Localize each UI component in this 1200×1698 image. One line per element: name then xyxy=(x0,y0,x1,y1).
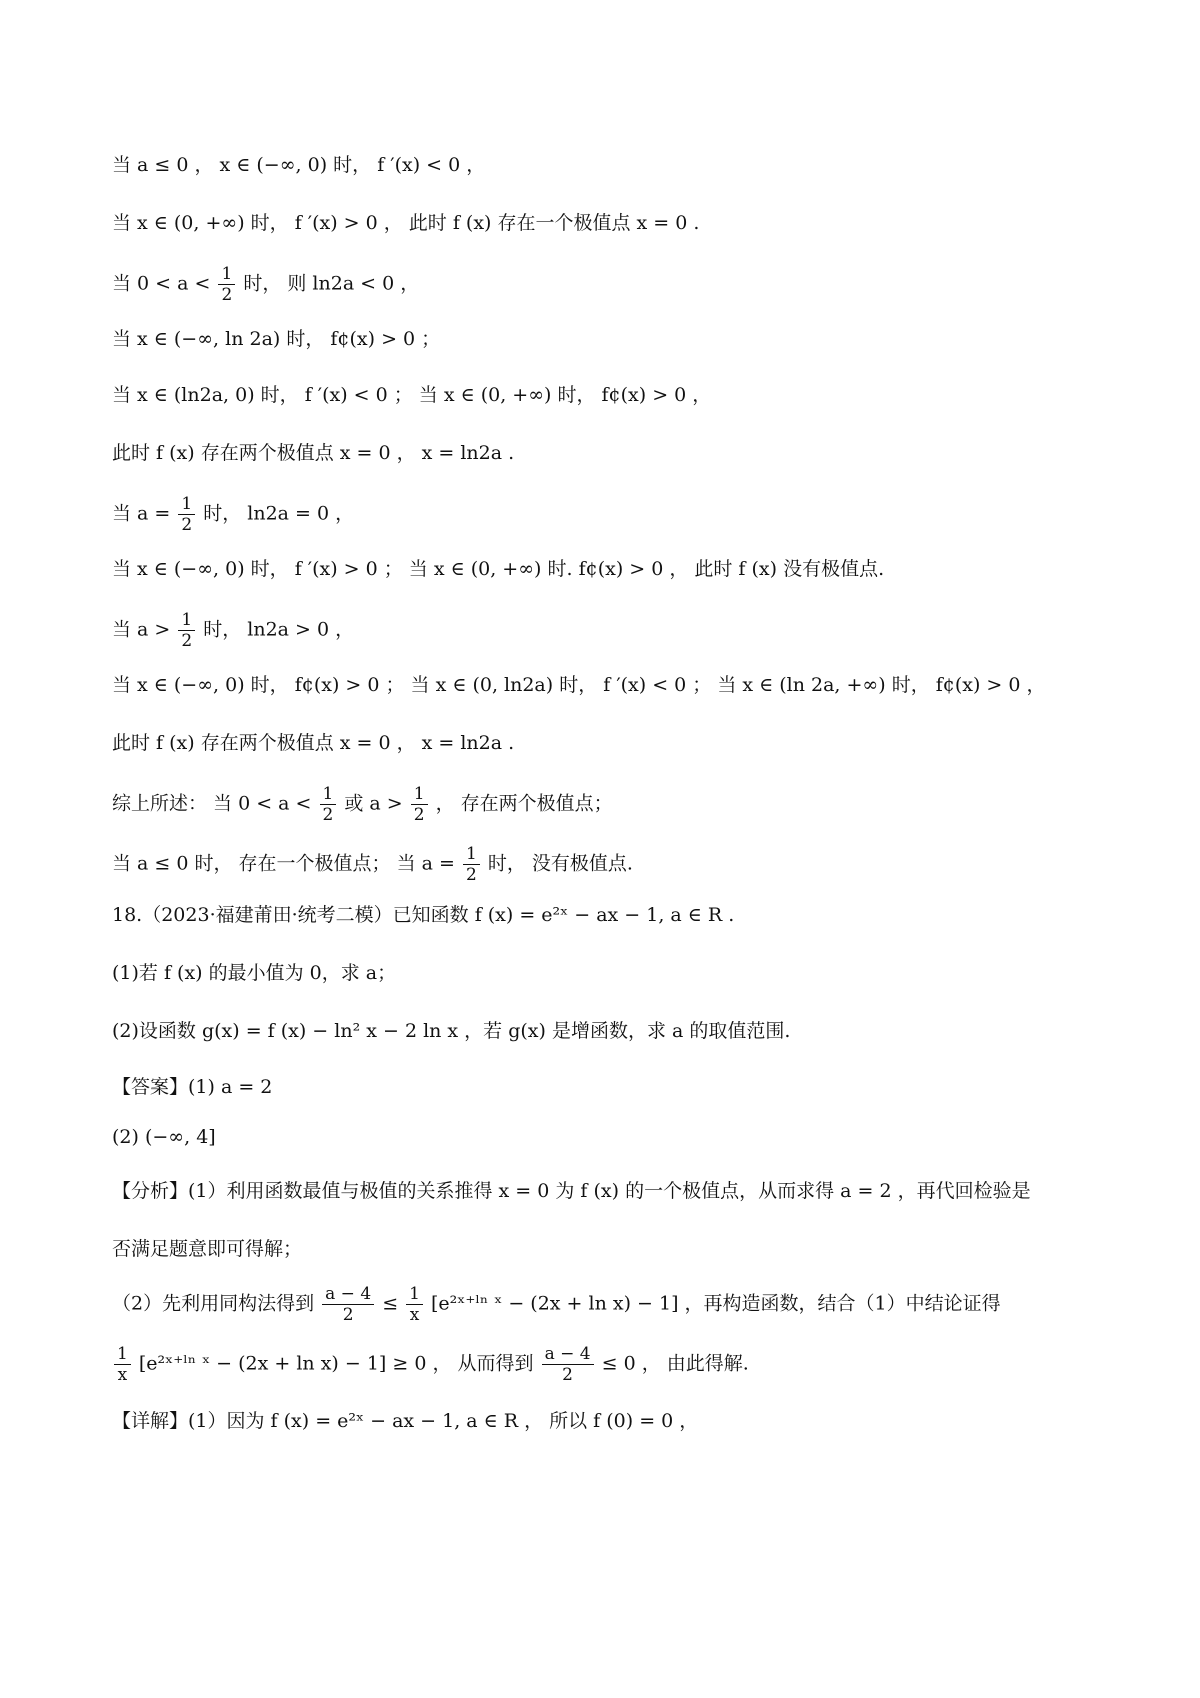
fraction xyxy=(322,1284,374,1325)
text-line: 当 a ≤ 0 ， x ∈ (−∞, 0) 时， f ′(x) < 0 ， xyxy=(112,154,486,176)
text-line: 此时 f (x) 存在两个极值点 x = 0 ， x = ln2a . xyxy=(112,732,515,754)
fraction xyxy=(411,784,428,825)
fraction-numerator: a − 4 xyxy=(322,1284,374,1305)
question-18: 18.（2023·福建莆田·统考二模）已知函数 f (x) = e²ˣ − ax − 1, a ∈ R . xyxy=(112,904,735,926)
text-segment: ≤ 0 ， 由此得解. xyxy=(595,1352,749,1375)
fraction-denominator: 2 xyxy=(413,805,425,825)
fraction xyxy=(178,610,195,651)
text-line-with-fraction xyxy=(112,844,633,885)
fraction-numerator: 1 xyxy=(463,844,480,865)
text-line: 当 x ∈ (−∞, 0) 时， f¢(x) > 0 ； 当 x ∈ (0, ln2a) 时， f ′(x) < 0 ； 当 x ∈ (ln 2a, +∞) 时， f¢(x) > 0 ， xyxy=(112,674,1046,696)
text-segment: ， 存在两个极值点； xyxy=(429,792,613,815)
analysis-line: 【分析】(1）利用函数最值与极值的关系推得 x = 0 为 f (x) 的一个极值点，从而求得 a = 2 ，再代回检验是 xyxy=(112,1180,1031,1202)
text-segment: ≤ xyxy=(376,1292,405,1315)
question-part-1: (1)若 f (x) 的最小值为 0，求 a； xyxy=(112,962,397,984)
fraction-numerator: 1 xyxy=(178,610,195,631)
fraction-numerator: 1 xyxy=(218,264,235,285)
fraction-denominator: 2 xyxy=(342,1305,354,1325)
fraction-denominator: 2 xyxy=(465,865,477,885)
text-line-with-fraction xyxy=(112,610,354,651)
text-line-with-fraction xyxy=(112,264,419,305)
text-segment: 时， 则 ln2a < 0 ， xyxy=(237,272,420,295)
fraction-numerator: 1 xyxy=(406,1284,423,1305)
fraction-denominator: 2 xyxy=(181,631,193,651)
fraction xyxy=(218,264,235,305)
fraction-denominator: 2 xyxy=(221,285,233,305)
text-segment: 当 a > xyxy=(112,618,177,641)
text-segment: [e²ˣ⁺ˡⁿ ˣ − (2x + ln x) − 1] ，再构造函数，结合（1）中结论证得 xyxy=(424,1292,1001,1315)
fraction xyxy=(320,784,337,825)
answer-label: 【答案】(1) a = 2 xyxy=(112,1076,273,1098)
text-segment: （2）先利用同构法得到 xyxy=(112,1292,321,1315)
text-line: 当 x ∈ (−∞, ln 2a) 时， f¢(x) > 0 ； xyxy=(112,328,441,350)
analysis-line-with-fraction xyxy=(112,1344,749,1385)
fraction-numerator: 1 xyxy=(178,494,195,515)
text-line-with-fraction xyxy=(112,494,354,535)
detail-line: 【详解】(1）因为 f (x) = e²ˣ − ax − 1, a ∈ R ， 所以 f (0) = 0 ， xyxy=(112,1410,699,1432)
fraction xyxy=(542,1344,594,1385)
fraction-numerator: 1 xyxy=(411,784,428,805)
text-segment: 或 a > xyxy=(338,792,409,815)
text-line-with-fraction xyxy=(112,784,613,825)
fraction-denominator: 2 xyxy=(181,515,193,535)
text-segment: 当 0 < a < xyxy=(112,272,217,295)
question-part-2: (2)设函数 g(x) = f (x) − ln² x − 2 ln x ，若 g(x) 是增函数，求 a 的取值范围. xyxy=(112,1020,791,1042)
text-line: 当 x ∈ (0, +∞) 时， f ′(x) > 0 ， 此时 f (x) 存在一个极值点 x = 0 . xyxy=(112,212,700,234)
text-segment: 综上所述： 当 0 < a < xyxy=(112,792,318,815)
fraction-numerator: 1 xyxy=(114,1344,131,1365)
fraction xyxy=(178,494,195,535)
fraction-denominator: x xyxy=(409,1305,420,1325)
fraction xyxy=(114,1344,131,1385)
fraction-denominator: 2 xyxy=(562,1365,573,1385)
fraction-numerator: a − 4 xyxy=(542,1344,594,1365)
fraction-numerator: 1 xyxy=(320,784,337,805)
fraction-denominator: x xyxy=(117,1365,128,1385)
text-segment: 时， 没有极值点. xyxy=(481,852,633,875)
text-segment: 当 a = xyxy=(112,502,177,525)
analysis-line: 否满足题意即可得解； xyxy=(112,1238,303,1260)
fraction xyxy=(406,1284,423,1325)
text-line: 此时 f (x) 存在两个极值点 x = 0 ， x = ln2a . xyxy=(112,442,515,464)
answer-part-2: (2) (−∞, 4] xyxy=(112,1126,216,1148)
fraction-denominator: 2 xyxy=(322,805,334,825)
text-segment: [e²ˣ⁺ˡⁿ ˣ − (2x + ln x) − 1] ≥ 0 ， 从而得到 xyxy=(132,1352,540,1375)
text-segment: 时， ln2a > 0 ， xyxy=(197,618,355,641)
text-segment: 当 a ≤ 0 时， 存在一个极值点； 当 a = xyxy=(112,852,461,875)
text-line: 当 x ∈ (−∞, 0) 时， f ′(x) > 0 ； 当 x ∈ (0, +∞) 时. f¢(x) > 0 ， 此时 f (x) 没有极值点. xyxy=(112,558,885,580)
fraction xyxy=(463,844,480,885)
analysis-line-with-fraction xyxy=(112,1284,1001,1325)
text-line: 当 x ∈ (ln2a, 0) 时， f ′(x) < 0 ； 当 x ∈ (0, +∞) 时， f¢(x) > 0 ， xyxy=(112,384,712,406)
text-segment: 时， ln2a = 0 ， xyxy=(197,502,355,525)
